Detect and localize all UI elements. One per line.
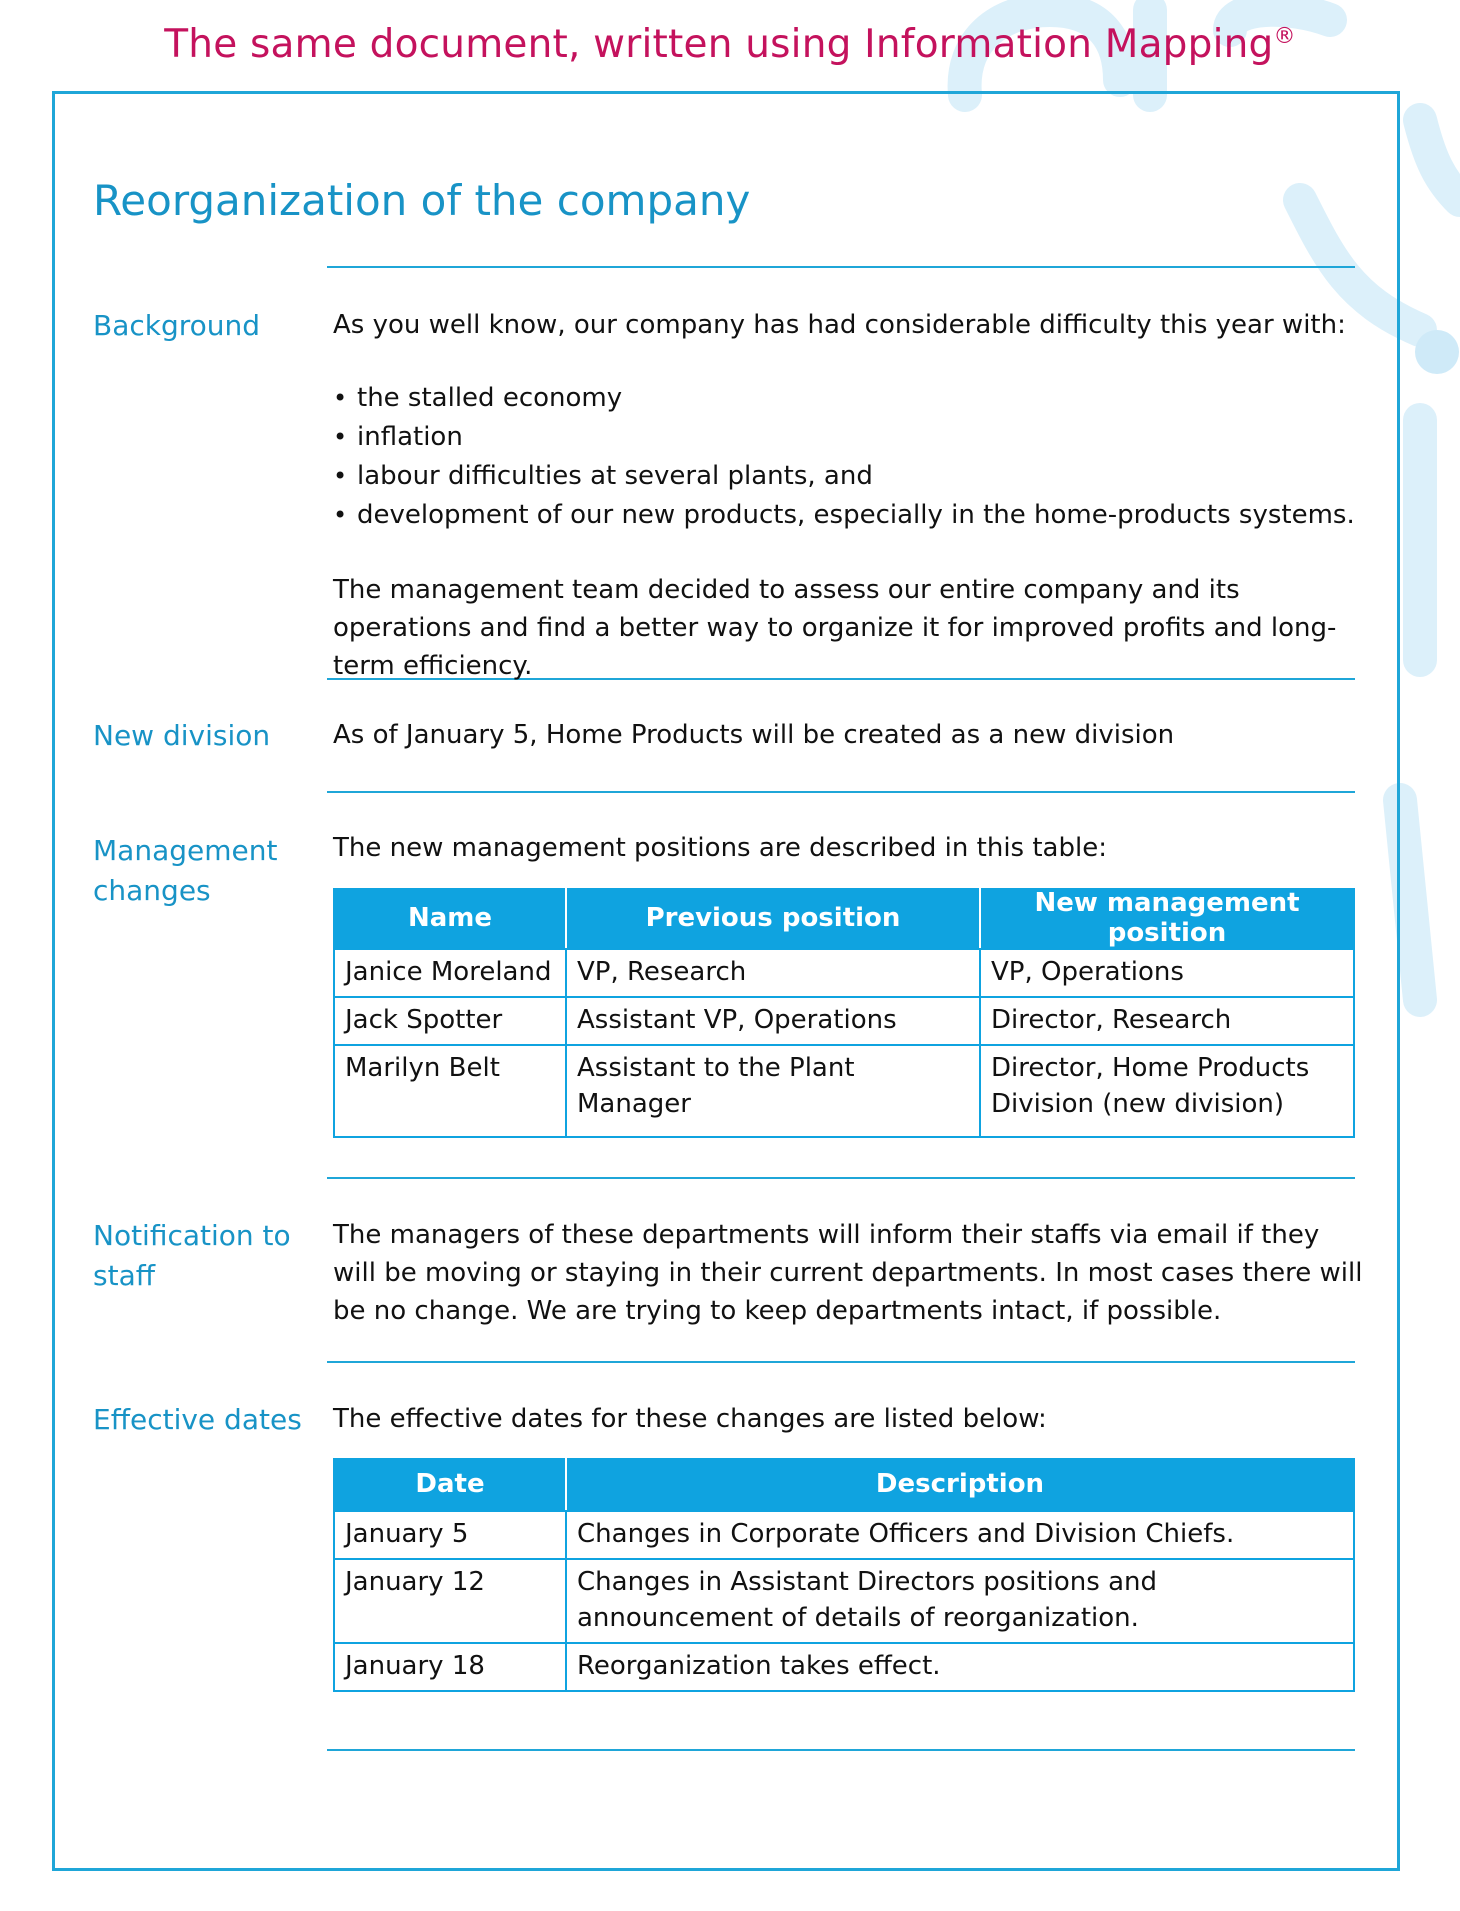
document-title: Reorganization of the company <box>93 176 751 225</box>
column-header: Date <box>334 1458 566 1511</box>
table-cell: VP, Operations <box>980 949 1354 997</box>
background-content <box>333 306 1363 685</box>
notification-text: The managers of these departments will inform their staffs via email if they will be moving or staying in their current departments. In most cases there will be no change. We are trying to keep departments intact, if possible. <box>333 1220 1363 1326</box>
background-closing: The management team decided to assess our entire company and its operations and find a better way to organize it for improved profits and long-term efficiency. <box>333 575 1337 681</box>
table-cell: January 18 <box>334 1643 566 1691</box>
column-header: Description <box>566 1458 1354 1511</box>
table-header-row <box>334 888 1354 949</box>
table-cell: Changes in Corporate Officers and Division Chiefs. <box>566 1511 1354 1559</box>
table-cell: Reorganization takes effect. <box>566 1643 1354 1691</box>
section-divider <box>327 1177 1355 1179</box>
effective-dates-intro: The effective dates for these changes are listed below: <box>333 1404 1047 1434</box>
table-row <box>334 1045 1354 1137</box>
table-cell: Changes in Assistant Directors positions and announcement of details of reorganization. <box>566 1559 1354 1643</box>
column-header: Previous position <box>566 888 980 949</box>
list-item: • labour difficulties at several plants, and <box>333 457 1363 496</box>
list-item: • the stalled economy <box>333 379 1363 418</box>
list-item: • inflation <box>333 418 1363 457</box>
effective-dates-table <box>333 1458 1355 1692</box>
new-division-text: As of January 5, Home Products will be created as a new division <box>333 720 1175 750</box>
table-cell: Director, Research <box>980 997 1354 1045</box>
column-header: Name <box>334 888 566 949</box>
registered-mark: ® <box>1273 24 1296 49</box>
section-divider <box>327 1749 1355 1751</box>
list-item: • development of our new products, especially in the home-products systems. <box>333 496 1363 535</box>
table-cell: VP, Research <box>566 949 980 997</box>
section-label-effective-dates: Effective dates <box>93 1403 302 1436</box>
section-divider <box>327 1361 1355 1363</box>
table-cell: Janice Moreland <box>334 949 566 997</box>
section-label-notification: Notification to staff <box>93 1219 291 1292</box>
page-heading: The same document, written using Information Mapping® <box>164 22 1296 67</box>
table-cell: January 12 <box>334 1559 566 1643</box>
table-cell: Assistant to the Plant Manager <box>566 1045 980 1137</box>
table-cell: Director, Home Products Division (new division) <box>980 1045 1354 1137</box>
background-intro: As you well know, our company has had considerable difficulty this year with: <box>333 310 1346 340</box>
management-table <box>333 888 1355 1138</box>
table-cell: Marilyn Belt <box>334 1045 566 1137</box>
section-label-management-changes: Management changes <box>93 834 278 907</box>
section-divider <box>327 791 1355 793</box>
background-bullet-list <box>333 379 1363 535</box>
section-label-new-division: New division <box>93 719 271 752</box>
table-row <box>334 1643 1354 1691</box>
table-cell: Assistant VP, Operations <box>566 997 980 1045</box>
table-cell: Jack Spotter <box>334 997 566 1045</box>
section-label-background: Background <box>93 309 261 342</box>
column-header: New management position <box>980 888 1354 949</box>
table-row <box>334 949 1354 997</box>
section-divider <box>327 266 1355 268</box>
table-row <box>334 1511 1354 1559</box>
table-row <box>334 997 1354 1045</box>
table-cell: January 5 <box>334 1511 566 1559</box>
table-header-row <box>334 1458 1354 1511</box>
management-changes-intro: The new management positions are described in this table: <box>333 833 1107 863</box>
table-row <box>334 1559 1354 1643</box>
